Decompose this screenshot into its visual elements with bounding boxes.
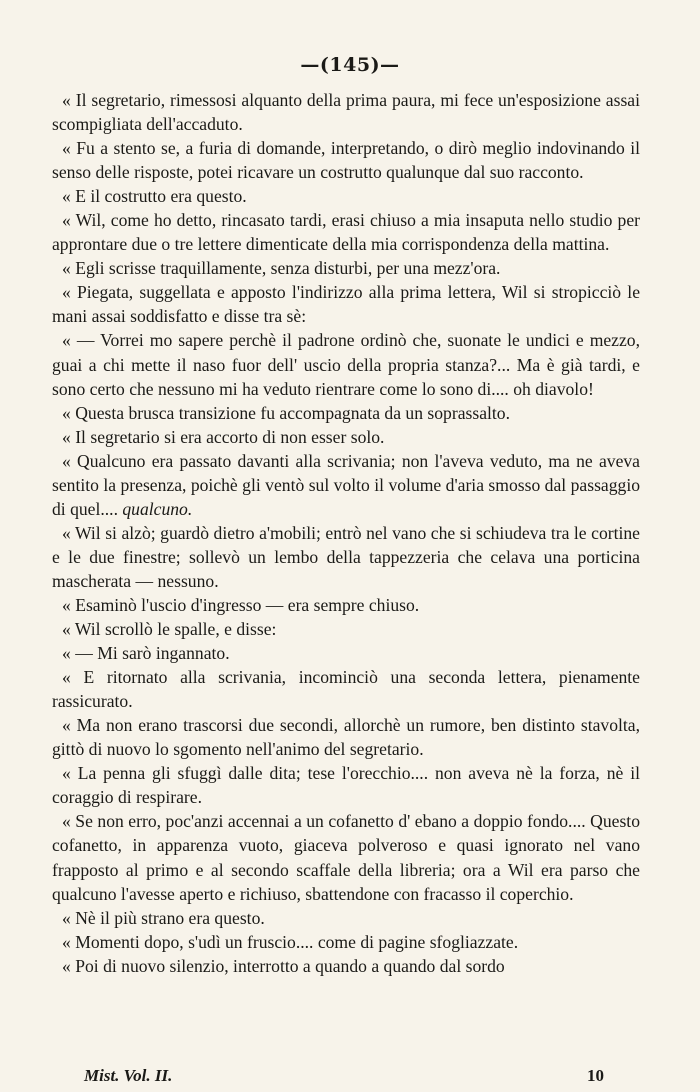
- paragraph-21: « Poi di nuovo silenzio, interrotto a quando a quando dal sordo: [62, 955, 505, 976]
- paragraph-5: « Egli scrisse traquillamente, senza disturbi, per una mezz'ora.: [62, 258, 501, 279]
- page-footer: [84, 1066, 604, 1086]
- signature-mark: Mist. Vol. II.: [84, 1066, 173, 1085]
- paragraph-8: « Questa brusca transizione fu accompagnata da un soprassalto.: [62, 402, 510, 423]
- paragraph-17: « La penna gli sfuggì dalle dita; tese l'orecchio.... non aveva nè la forza, nè il coraggio di respirare.: [52, 763, 640, 808]
- paragraph-1: « Il segretario, rimessosi alquanto della prima paura, mi fece un'esposizione assai scompigliata dell'accaduto.: [52, 90, 640, 135]
- italic-word: qualcuno.: [122, 498, 193, 519]
- paragraph-3: « E il costrutto era questo.: [62, 186, 247, 207]
- paragraph-10: [52, 449, 640, 521]
- page-number-header: —(145)—: [300, 54, 400, 76]
- paragraph-20: « Momenti dopo, s'udì un fruscio.... come di pagine sfogliazzate.: [62, 931, 519, 952]
- paragraph-4: « Wil, come ho detto, rincasato tardi, erasi chiuso a mia insaputa nello studio per approntare due o tre lettere dimenticate della mia corrispondenza della mattina.: [52, 210, 640, 255]
- body-text: [52, 88, 640, 978]
- paragraph-13: « Wil scrollò le spalle, e disse:: [62, 619, 277, 640]
- paragraph-14: « — Mi sarò ingannato.: [62, 643, 230, 664]
- paragraph-11: « Wil si alzò; guardò dietro a'mobili; entrò nel vano che si schiudeva tra le cortine e le due finestre; sollevò un lembo della tappezzeria che celava una porticina mascherata — nessuno.: [52, 522, 640, 591]
- paragraph-7: « — Vorrei mo sapere perchè il padrone ordinò che, suonate le undici e mezzo, guai a chi mette il naso fuor dell' uscio della propria stanza?... Ma è già tardi, e sono certo che nessuno mi ha veduto rientrare come lo sono di.... oh diavolo!: [52, 330, 640, 399]
- paragraph-16: « Ma non erano trascorsi due secondi, allorchè un rumore, ben distinto stavolta, gittò di nuovo lo sgomento nell'animo del segretario.: [52, 715, 640, 760]
- paragraph-18: « Se non erro, poc'anzi accennai a un cofanetto d' ebano a doppio fondo.... Questo cofanetto, in apparenza vuoto, giaceva polveroso e quasi ignorato nel vano frapposto al primo e al secondo scaffale della libreria; ora a Wil era parso che qualcuno l'avesse aperto e richiuso, sbattendone con fracasso il coperchio.: [52, 811, 640, 904]
- paragraph-2: « Fu a stento se, a furia di domande, interpretando, o dirò meglio indovinando il senso delle risposte, potei ricavare un costrutto qualunque dal suo racconto.: [52, 138, 640, 183]
- paragraph-12: « Esaminò l'uscio d'ingresso — era sempre chiuso.: [62, 594, 420, 615]
- paragraph-6: « Piegata, suggellata e apposto l'indirizzo alla prima lettera, Wil si stropicciò le mani assai soddisfatto e disse tra sè:: [52, 282, 640, 327]
- paragraph-19: « Nè il più strano era questo.: [62, 907, 265, 928]
- paragraph-9: « Il segretario si era accorto di non esser solo.: [62, 426, 385, 447]
- paragraph-10-text: « Qualcuno era passato davanti alla scrivania; non l'aveva veduto, ma ne aveva sentito la presenza, poichè gli ventò sul volto il volume d'aria smosso dal passaggio di quel....: [52, 450, 640, 519]
- folio-number: 10: [587, 1066, 604, 1085]
- paragraph-15: « E ritornato alla scrivania, incominciò una seconda lettera, pienamente rassicurato.: [52, 667, 640, 712]
